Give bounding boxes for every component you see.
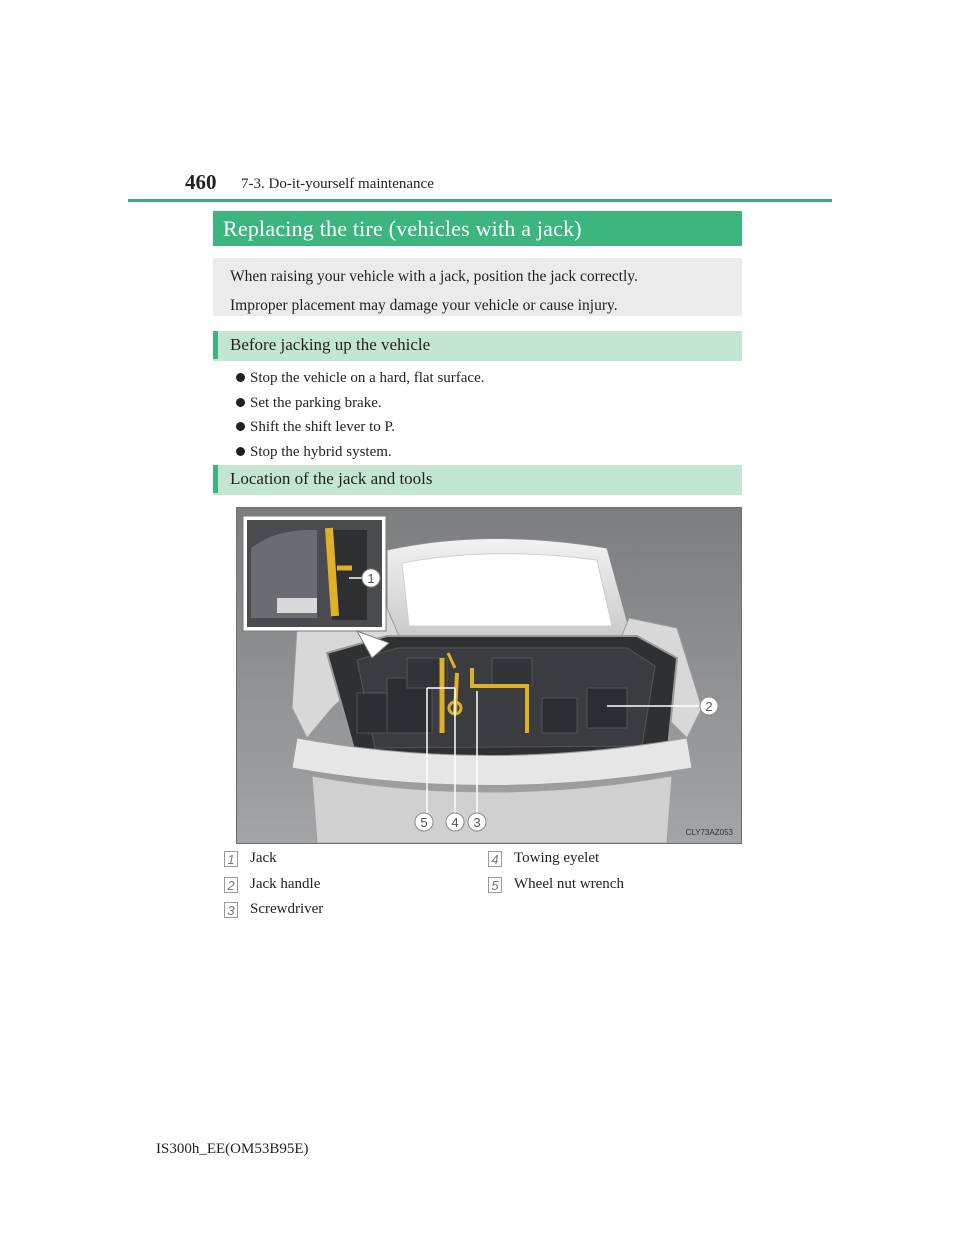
legend-item-towing-eyelet <box>488 848 599 868</box>
bullet-icon <box>236 422 245 431</box>
page-number: 460 <box>185 170 217 194</box>
callout-5 <box>415 813 433 831</box>
bullet-icon <box>236 398 245 407</box>
footer-manual-code: IS300h_EE(OM53B95E) <box>156 1141 309 1157</box>
legend-label: Screwdriver <box>250 901 324 917</box>
legend-number: 1 <box>224 851 238 867</box>
trunk-illustration <box>236 507 742 844</box>
list-item: Stop the vehicle on a hard, flat surface. <box>236 366 485 391</box>
svg-text:4: 4 <box>451 815 459 830</box>
legend-item-jack <box>224 848 277 868</box>
legend-number: 2 <box>224 877 238 893</box>
list-item: Set the parking brake. <box>236 391 485 416</box>
page-title: Replacing the tire (vehicles with a jack) <box>213 211 742 246</box>
bullet-icon <box>236 447 245 456</box>
legend-label: Jack <box>250 850 277 866</box>
section-reference: 7-3. Do-it-yourself maintenance <box>241 176 434 192</box>
precaution-list <box>236 366 485 464</box>
legend-item-jack-handle <box>224 874 320 894</box>
list-item: Shift the shift lever to P. <box>236 415 485 440</box>
legend-item-screwdriver <box>224 899 323 919</box>
bullet-icon <box>236 373 245 382</box>
intro-line: Improper placement may damage your vehicle or cause injury. <box>230 297 618 314</box>
subheading-location-tools: Location of the jack and tools <box>213 465 742 493</box>
legend-label: Towing eyelet <box>514 850 600 866</box>
subheading-before-jacking: Before jacking up the vehicle <box>213 331 742 359</box>
figure-code: CLY73AZ053 <box>685 828 733 837</box>
legend-item-wheel-nut-wrench <box>488 874 624 894</box>
header-rule <box>128 199 832 202</box>
svg-text:5: 5 <box>420 815 428 830</box>
intro-box <box>213 258 742 316</box>
legend-number: 5 <box>488 877 502 893</box>
trunk-drawing <box>237 508 741 843</box>
callout-3 <box>468 813 486 831</box>
svg-text:1: 1 <box>367 571 375 586</box>
callout-4 <box>446 813 464 831</box>
legend-label: Jack handle <box>250 876 321 892</box>
svg-text:2: 2 <box>705 699 713 714</box>
callout-2 <box>700 697 718 715</box>
svg-text:3: 3 <box>473 815 481 830</box>
intro-line: When raising your vehicle with a jack, position the jack correctly. <box>230 268 638 285</box>
callout-1 <box>362 569 380 587</box>
legend-number: 4 <box>488 851 502 867</box>
list-item: Stop the hybrid system. <box>236 440 485 465</box>
legend-number: 3 <box>224 902 238 918</box>
legend-label: Wheel nut wrench <box>514 876 624 892</box>
